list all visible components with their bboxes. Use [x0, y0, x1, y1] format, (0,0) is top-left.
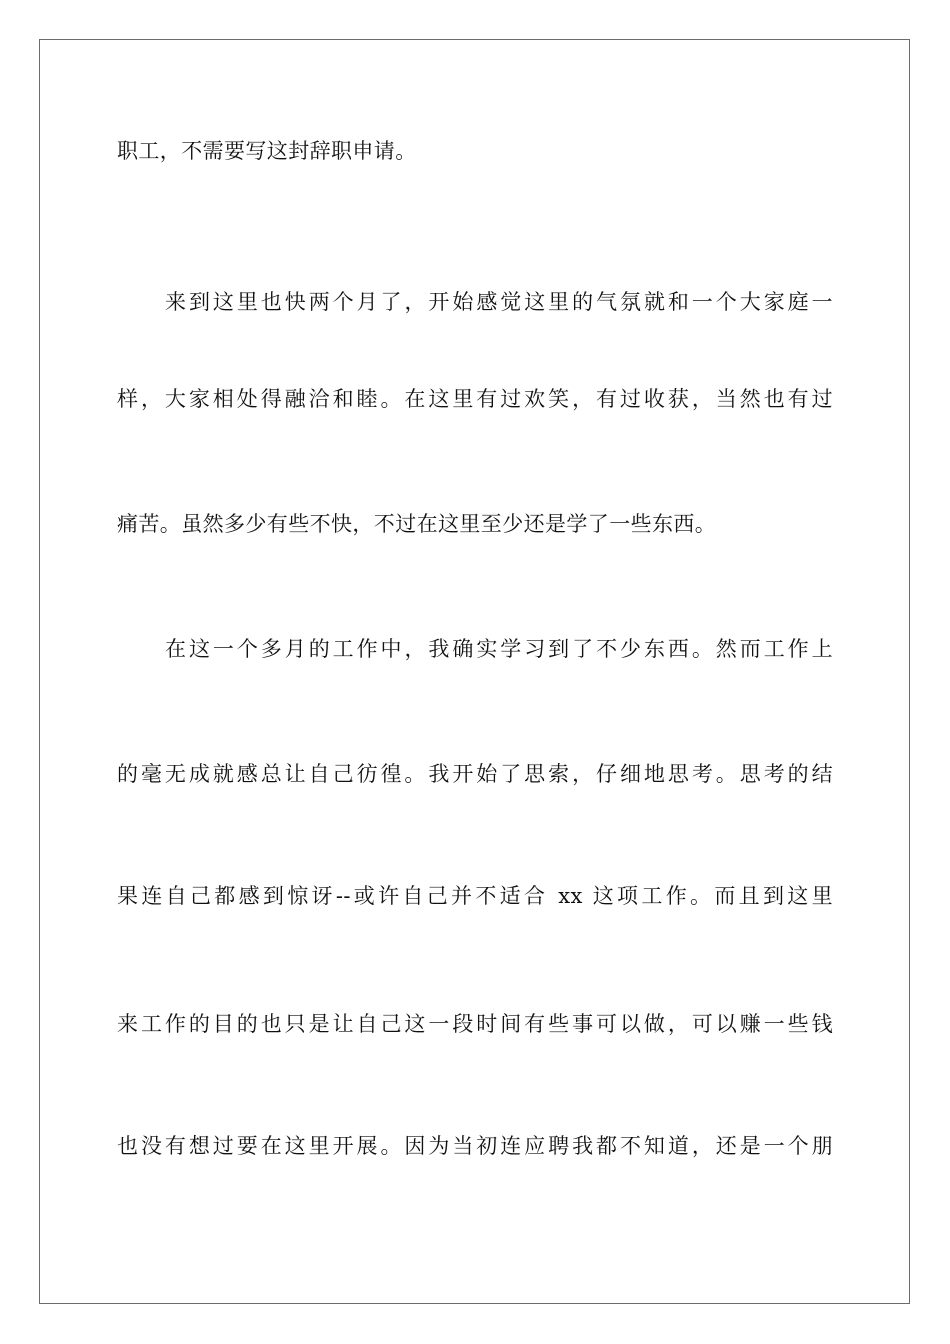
text-line-6: 的毫无成就感总让自己彷徨。我开始了思索，仔细地思考。思考的结	[117, 762, 833, 786]
text-line-4: 痛苦。虽然多少有些不快，不过在这里至少还是学了一些东西。	[117, 512, 717, 536]
paragraph-start-line: 在这一个多月的工作中，我确实学习到了不少东西。然而工作上	[165, 637, 833, 661]
text-line-3: 样，大家相处得融洽和睦。在这里有过欢笑，有过收获，当然也有过	[117, 387, 833, 411]
text-line-8: 来工作的目的也只是让自己这一段时间有些事可以做，可以赚一些钱	[117, 1012, 833, 1036]
text-line-1: 职工，不需要写这封辞职申请。	[117, 139, 417, 163]
paragraph-start-line: 来到这里也快两个月了，开始感觉这里的气氛就和一个大家庭一	[165, 290, 833, 314]
text-line-7: 果连自己都感到惊讶--或许自己并不适合 xx 这项工作。而且到这里	[117, 884, 833, 908]
text-line-9: 也没有想过要在这里开展。因为当初连应聘我都不知道，还是一个朋	[117, 1134, 833, 1158]
page-frame	[39, 39, 910, 1304]
